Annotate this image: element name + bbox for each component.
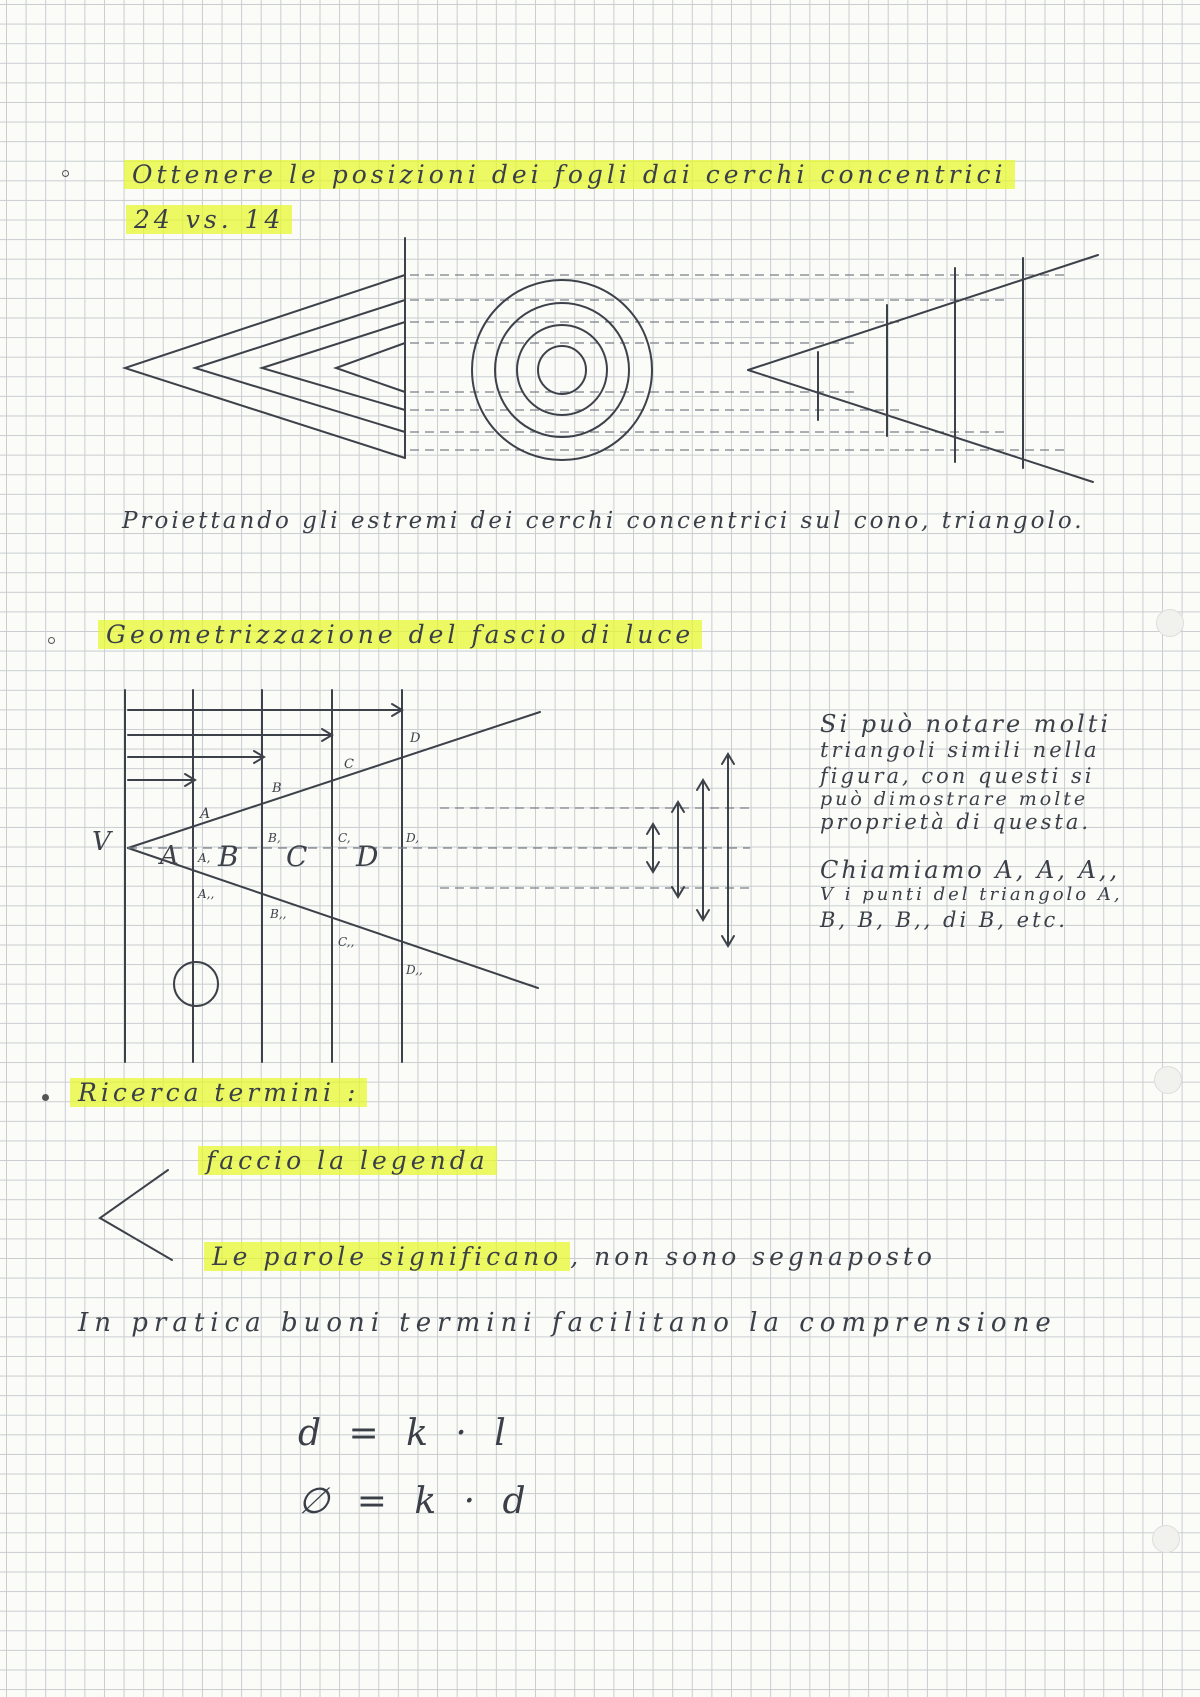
section1-caption: Proiettando gli estremi dei cerchi concentrici sul cono, triangolo.: [122, 508, 1085, 534]
region-label-B: B: [218, 840, 239, 873]
note-line: può dimostrare molte: [820, 788, 1089, 810]
branch-bottom-tail: , non sono segnaposto: [570, 1242, 936, 1271]
label-D11: D,,: [406, 963, 423, 977]
naming-line: V i punti del triangolo A,: [820, 884, 1123, 905]
note-line: triangoli simili nella: [820, 738, 1100, 762]
cone-projection-drawing: [748, 255, 1098, 482]
concentric-circles-drawing: [472, 280, 652, 460]
branch-bracket: [100, 1170, 172, 1260]
practice-line: In pratica buoni termini facilitano la comprensione: [78, 1308, 1057, 1338]
note-line: proprietà di questa.: [820, 810, 1092, 834]
branch-top-text: faccio la legenda: [198, 1146, 497, 1175]
formula-2: ∅ = k · d: [298, 1481, 534, 1522]
label-D1: D,: [406, 831, 420, 845]
note-line: Si può notare molti: [820, 710, 1112, 738]
label-C: C: [344, 757, 354, 772]
label-A1: A,: [198, 851, 211, 865]
formula-1: d = k · l: [298, 1413, 514, 1454]
projection-dashes: [410, 275, 1070, 450]
label-vertex: V: [92, 827, 111, 857]
region-label-C: C: [286, 840, 308, 873]
label-B11: B,,: [270, 907, 287, 921]
label-D: D: [410, 731, 421, 746]
naming-line: B, B, B,, di B, etc.: [820, 908, 1068, 932]
section1-heading-text: Ottenere le posizioni dei fogli dai cerchi concentrici: [124, 160, 1015, 189]
branch-bottom-text: Le parole significano: [204, 1242, 570, 1271]
label-A11: A,,: [198, 887, 215, 901]
section2-heading-text: Geometrizzazione del fascio di luce: [98, 620, 702, 649]
naming-line: Chiamiamo A, A, A,,: [820, 856, 1121, 884]
nested-triangles-drawing: [125, 238, 405, 458]
region-label-D: D: [356, 840, 379, 873]
region-label-A: A: [160, 841, 179, 871]
label-B: B: [272, 781, 282, 796]
section3-heading-text: Ricerca termini :: [70, 1078, 367, 1107]
section1-ratio-text: 24 vs. 14: [126, 205, 292, 234]
label-C11: C,,: [338, 935, 355, 949]
label-A: A: [200, 806, 211, 822]
light-beam-diagram: [125, 690, 750, 1062]
note-line: figura, con questi si: [820, 764, 1095, 788]
label-B1: B,: [268, 831, 281, 845]
label-C1: C,: [338, 831, 351, 845]
